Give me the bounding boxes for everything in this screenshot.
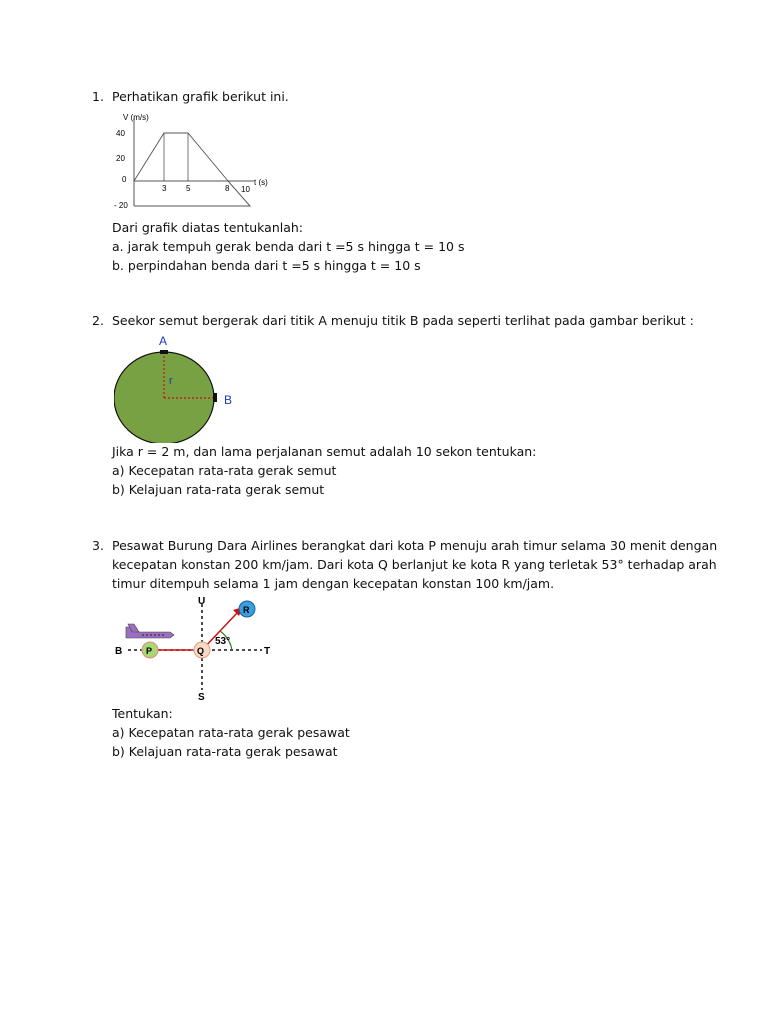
city-p-label: P	[146, 646, 153, 656]
flight-path-figure	[112, 594, 292, 704]
question-prompt: Tentukan:	[112, 706, 173, 721]
y-tick-label: 20	[116, 154, 125, 163]
x-axis-label: t (s)	[254, 178, 268, 187]
question-item: b) Kelajuan rata-rata gerak pesawat	[112, 744, 338, 759]
airplane-icon	[126, 624, 174, 638]
south-label: S	[198, 692, 205, 703]
x-tick-label: 10	[241, 185, 250, 194]
question-item: a) Kecepatan rata-rata gerak semut	[112, 463, 337, 478]
question-intro: Perhatikan grafik berikut ini.	[112, 89, 289, 104]
north-label: U	[198, 596, 206, 607]
ant-icon	[213, 393, 217, 402]
angle-label: 53°	[215, 636, 231, 647]
question-intro: Seekor semut bergerak dari titik A menuju titik B pada seperti terlihat pada gambar berikut :	[112, 313, 694, 328]
question-item: a. jarak tempuh gerak benda dari t =5 s hingga t = 10 s	[112, 239, 465, 254]
x-tick-label: 8	[225, 184, 230, 193]
ant-icon	[160, 350, 168, 354]
question-intro-line: Pesawat Burung Dara Airlines berangkat dari kota P menuju arah timur selama 30 menit dengan	[112, 538, 718, 553]
question-number: 3.	[92, 538, 104, 553]
east-label: T	[264, 646, 271, 657]
question-prompt: Dari grafik diatas tentukanlah:	[112, 220, 304, 235]
y-tick-label: 0	[122, 175, 127, 184]
city-q-label: Q	[197, 646, 205, 656]
point-b-label: B	[224, 393, 233, 407]
y-tick-label: - 20	[114, 201, 128, 210]
question-number: 1.	[92, 89, 104, 104]
x-tick-label: 3	[162, 184, 167, 193]
question-item: a) Kecepatan rata-rata gerak pesawat	[112, 725, 350, 740]
x-tick-label: 5	[186, 184, 191, 193]
west-label: B	[115, 646, 123, 657]
velocity-time-graph	[114, 111, 284, 211]
y-tick-label: 40	[116, 129, 125, 138]
question-item: b) Kelajuan rata-rata gerak semut	[112, 482, 325, 497]
ant-circle-figure	[114, 333, 254, 443]
radius-label: r	[169, 375, 173, 387]
question-number: 2.	[92, 313, 104, 328]
question-intro-line: kecepatan konstan 200 km/jam. Dari kota Q berlanjut ke kota R yang terletak 53° terhadap arah	[112, 557, 717, 572]
point-a-label: A	[159, 334, 168, 348]
question-item: b. perpindahan benda dari t =5 s hingga t = 10 s	[112, 258, 421, 273]
city-r-label: R	[243, 605, 250, 615]
y-axis-label: V (m/s)	[123, 113, 149, 122]
question-intro-line: timur ditempuh selama 1 jam dengan kecepatan konstan 100 km/jam.	[112, 576, 555, 591]
question-prompt: Jika r = 2 m, dan lama perjalanan semut adalah 10 sekon tentukan:	[112, 444, 537, 459]
